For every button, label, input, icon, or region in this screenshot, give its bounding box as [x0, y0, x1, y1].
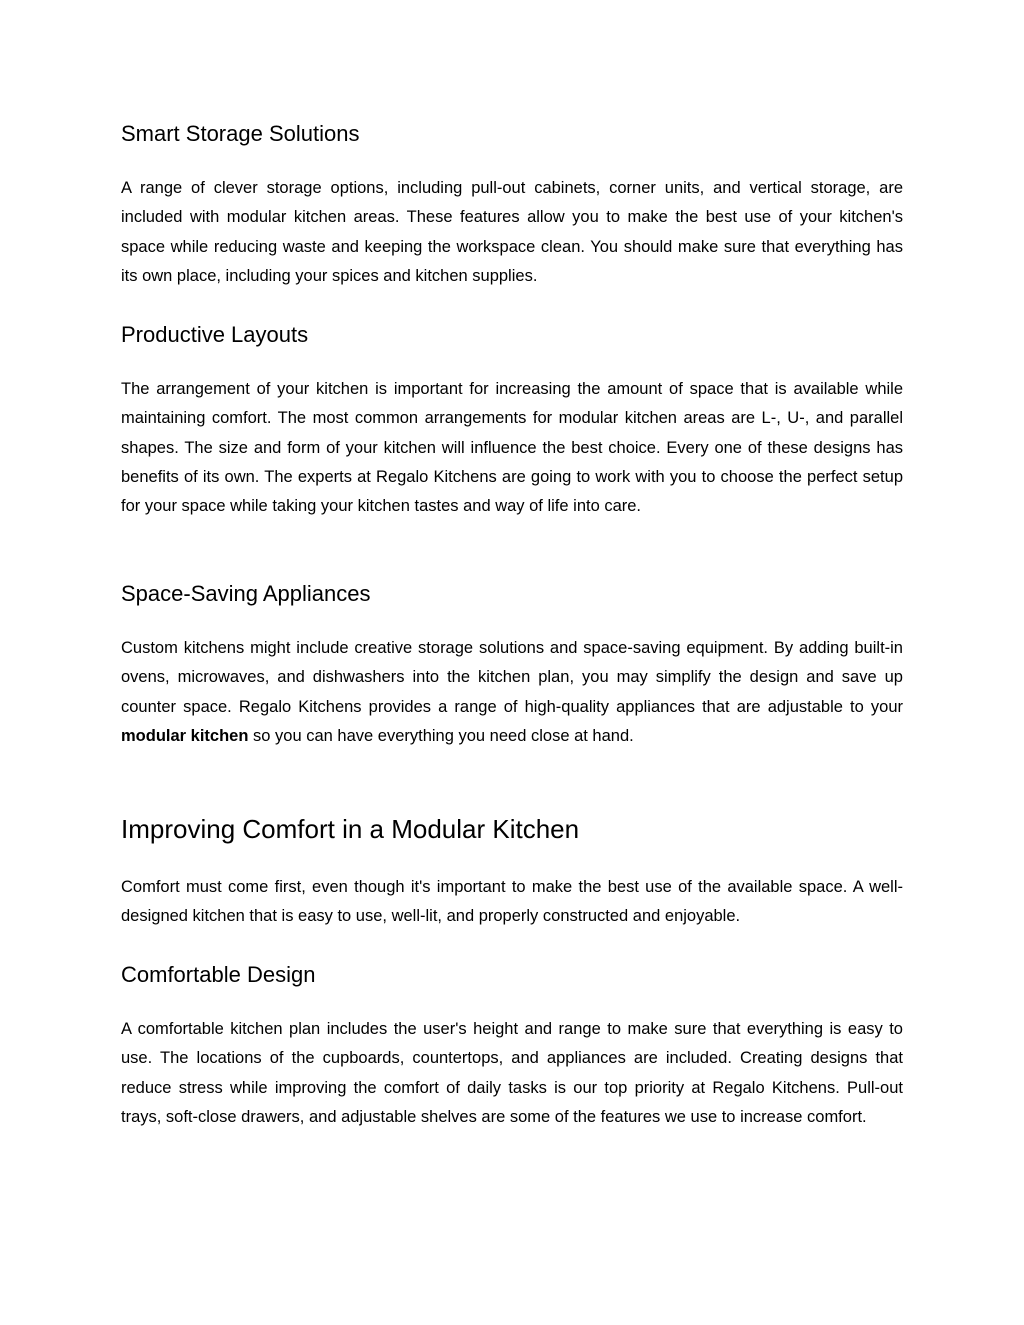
- section-body-productive-layouts: The arrangement of your kitchen is important for increasing the amount of space that is available while maintaining comfort. The most common arrangements for modular kitchen areas are L-, U-, and parallel shapes. The size and form of your kitchen will influence the best choice. Every one of these designs has benefits of its own. The experts at Regalo Kitchens are going to work with you to choose the perfect setup for your space while taking your kitchen tastes and way of life into care.: [121, 380, 903, 516]
- section-body-improving-comfort: Comfort must come first, even though it's important to make the best use of the available space. A well-designed kitchen that is easy to use, well-lit, and properly constructed and enjoyable.: [121, 878, 903, 926]
- main-heading-improving-comfort: Improving Comfort in a Modular Kitchen: [121, 814, 580, 844]
- section-heading-smart-storage: Smart Storage Solutions: [121, 121, 360, 146]
- section-body-comfortable-design: A comfortable kitchen plan includes the user's height and range to make sure that everything is easy to use. The locations of the cupboards, countertops, and appliances are included. Creating designs that reduce stress while improving the comfort of daily tasks is our top priority at Regalo Kitchens. Pull-out trays, soft-close drawers, and adjustable shelves are some of the features we use to increase comfort.: [121, 1020, 903, 1126]
- body-text: so you can have everything you need close at hand.: [248, 726, 634, 745]
- section-body-space-saving: [121, 634, 903, 751]
- bold-keyword: modular kitchen: [121, 726, 249, 745]
- section-heading-space-saving: Space-Saving Appliances: [121, 581, 371, 606]
- section-heading-comfortable-design: Comfortable Design: [121, 962, 316, 987]
- body-text: Custom kitchens might include creative storage solutions and space-saving equipment. By adding built-in ovens, microwaves, and dishwashers into the kitchen plan, you may simplify the design and save up counter space. Regalo Kitchens provides a range of high-quality appliances that are adjustable to your: [121, 639, 903, 716]
- section-body-smart-storage: A range of clever storage options, including pull-out cabinets, corner units, and vertical storage, are included with modular kitchen areas. These features allow you to make the best use of your kitchen's space while reducing waste and keeping the workspace clean. You should make sure that everything has its own place, including your spices and kitchen supplies.: [121, 179, 903, 285]
- section-heading-productive-layouts: Productive Layouts: [121, 322, 309, 347]
